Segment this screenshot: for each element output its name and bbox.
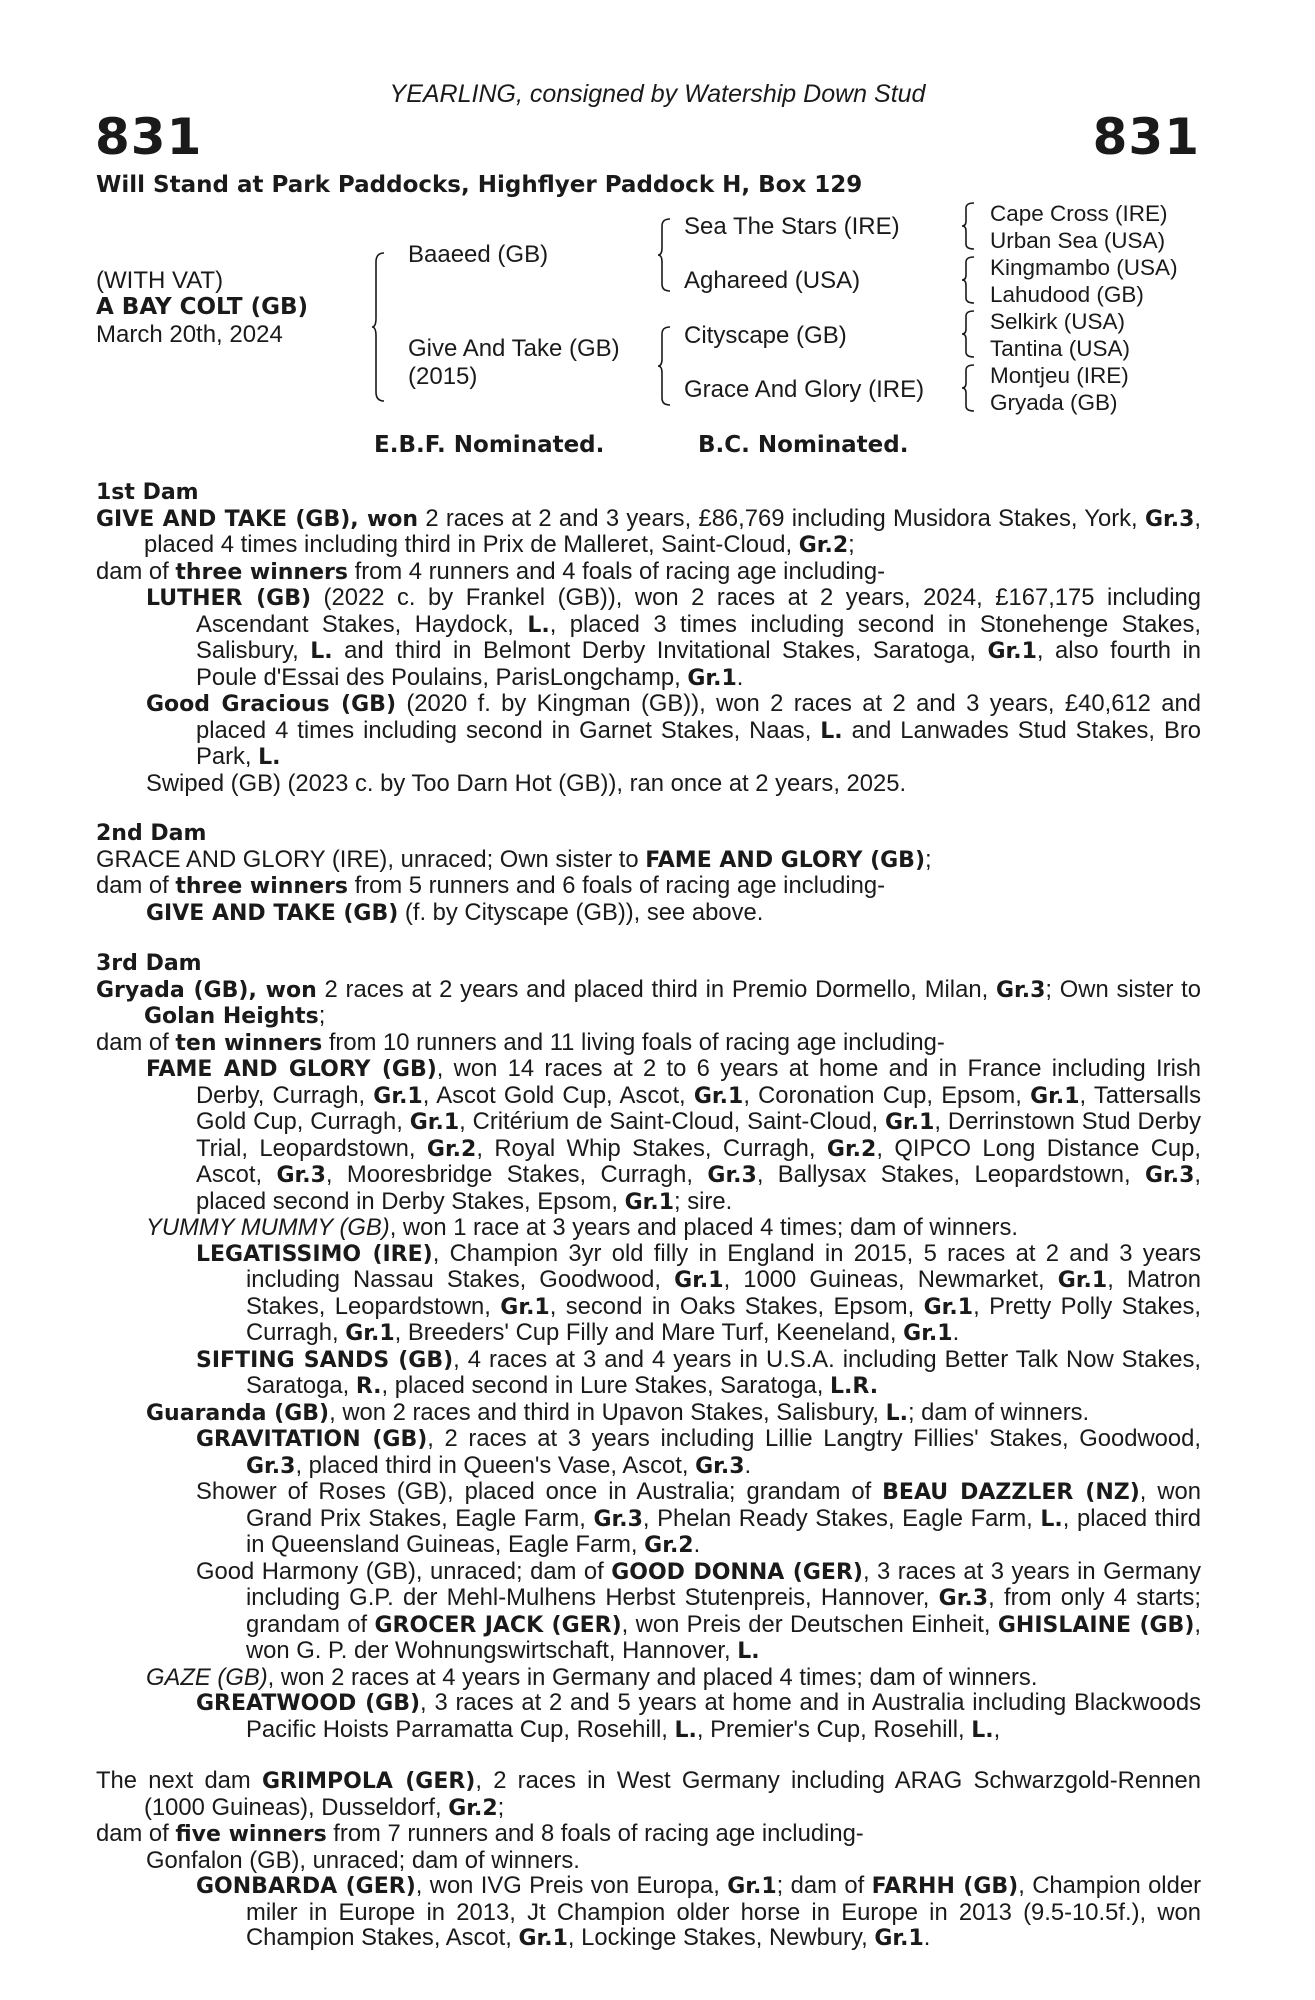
dam-year: (2015) xyxy=(408,363,478,390)
produce-entry: YUMMY MUMMY (GB), won 1 race at 3 years and placed 4 times; dam of winners. xyxy=(146,1214,1018,1241)
consignor-line: YEARLING, consigned by Watership Down Stud xyxy=(389,80,926,108)
g3-ancestor: Tantina (USA) xyxy=(990,336,1131,361)
bc-nomination: B.C. Nominated. xyxy=(698,432,909,458)
pedigree-brace-dam xyxy=(658,326,670,406)
second-dam-heading: 2nd Dam xyxy=(96,821,207,846)
grandproduce-entry: Shower of Roses (GB), placed once in Australia; grandam of BEAU DAZZLER (NZ), won Grand Prix Stakes, Eagle Farm, Gr.3, Phelan Ready Stakes, Eagle Farm, L., placed third in Queensland Guineas, Eagle Farm, Gr.2. xyxy=(196,1478,1202,1558)
grandproduce-entry: GREATWOOD (GB), 3 races at 2 and 5 years at home and in Australia including Blackwoods Pacific Hoists Parramatta Cup, Rosehill, L., Premier's Cup, Rosehill, L., xyxy=(196,1689,1201,1743)
ebf-nomination: E.B.F. Nominated. xyxy=(374,432,605,458)
grandproduce-entry: GONBARDA (GER), won IVG Preis von Europa, Gr.1; dam of FARHH (GB), Champion older miler in Europe in 2013, Jt Champion older horse in Europe in 2013 (9.5-10.5f.), won Champion Stakes, Ascot, Gr.1, Lockinge Stakes, Newbury, Gr.1. xyxy=(196,1872,1201,1951)
second-dam-record: GRACE AND GLORY (IRE), unraced; Own sister to FAME AND GLORY (GB); xyxy=(96,845,932,873)
g3-ancestor: Kingmambo (USA) xyxy=(990,255,1178,280)
stand-location: Will Stand at Park Paddocks, Highflyer Paddock H, Box 129 xyxy=(96,172,863,198)
lot-number-right: 831 xyxy=(1092,108,1200,166)
produce-entry: GIVE AND TAKE (GB) (f. by Cityscape (GB)), see above. xyxy=(146,898,764,926)
g3-ancestor: Lahudood (GB) xyxy=(990,282,1144,307)
pedigree-brace-g3-2 xyxy=(962,256,974,304)
produce-entry: Gonfalon (GB), unraced; dam of winners. xyxy=(146,1846,580,1874)
g3-ancestor: Cape Cross (IRE) xyxy=(990,201,1168,226)
produce-entry: Good Gracious (GB) (2020 f. by Kingman (GB)), won 2 races at 2 and 3 years, £40,612 and placed 4 times including second in Garnet Stakes, Naas, L. and Lanwades Stud Stakes, Bro Park, L. xyxy=(146,690,1201,770)
produce-entry: LUTHER (GB) (2022 c. by Frankel (GB)), won 2 races at 2 years, 2024, £167,175 including Ascendant Stakes, Haydock, L., placed 3 times including second in Stonehenge Stakes, Salisbury, L. and third in Belmont Derby Invitational Stakes, Saratoga, Gr.1, also fourth in Poule d'Essai des Poulains, ParisLongchamp, Gr.1. xyxy=(146,584,1201,691)
dam-dam-name: Grace And Glory (IRE) xyxy=(684,376,925,403)
third-dam-heading: 3rd Dam xyxy=(96,951,202,976)
grandproduce-entry: LEGATISSIMO (IRE), Champion 3yr old filly in England in 2015, 5 races at 2 and 3 years including Nassau Stakes, Goodwood, Gr.1, 1000 Guineas, Newmarket, Gr.1, Matron Stakes, Leopardstown, Gr.1, second in Oaks Stakes, Epsom, Gr.1, Pretty Polly Stakes, Curragh, Gr.1, Breeders' Cup Filly and Mare Turf, Keeneland, Gr.1. xyxy=(196,1239,1201,1346)
g3-ancestor: Urban Sea (USA) xyxy=(990,228,1166,253)
dam-name: Give And Take (GB) xyxy=(408,335,620,362)
second-dam-produce-summary: dam of three winners from 5 runners and 6 foals of racing age including- xyxy=(96,872,886,899)
horse-dob: March 20th, 2024 xyxy=(96,321,283,348)
produce-entry: Swiped (GB) (2023 c. by Too Darn Hot (GB)), ran once at 2 years, 2025. xyxy=(146,769,907,797)
dam-sire-name: Cityscape (GB) xyxy=(684,322,847,349)
lot-number-left: 831 xyxy=(95,108,203,166)
pedigree-brace-main xyxy=(372,252,384,402)
third-dam-record: Gryada (GB), won 2 races at 2 years and placed third in Premio Dormello, Milan, Gr.3; Own sister to Golan Heights; xyxy=(96,975,1202,1029)
pedigree-brace-g3-1 xyxy=(962,202,974,250)
g3-ancestor: Gryada (GB) xyxy=(990,390,1118,415)
pedigree-brace-g3-3 xyxy=(962,310,974,358)
next-dam-produce-summary: dam of five winners from 7 runners and 8 foals of racing age including- xyxy=(96,1820,864,1847)
produce-entry: Guaranda (GB), won 2 races and third in Upavon Stakes, Salisbury, L.; dam of winners. xyxy=(146,1398,1090,1426)
first-dam-record: GIVE AND TAKE (GB), won 2 races at 2 and 3 years, £86,769 including Musidora Stakes, York, Gr.3, placed 4 times including third in Prix de Malleret, Saint-Cloud, Gr.2; xyxy=(96,504,1201,558)
family-details xyxy=(96,480,1201,1952)
g3-ancestor: Selkirk (USA) xyxy=(990,309,1126,334)
sire-sire-name: Sea The Stars (IRE) xyxy=(684,213,900,240)
produce-entry: GAZE (GB), won 2 races at 4 years in Germany and placed 4 times; dam of winners. xyxy=(146,1663,1038,1691)
produce-entry: FAME AND GLORY (GB), won 14 races at 2 to 6 years at home and in France including Irish Derby, Curragh, Gr.1, Ascot Gold Cup, Ascot, Gr.1, Coronation Cup, Epsom, Gr.1, Tattersalls Gold Cup, Curragh, Gr.1, Critérium de Saint-Cloud, Saint-Cloud, Gr.1, Derrinstown Stud Derby Trial, Leopardstown, Gr.2, Royal Whip Stakes, Curragh, Gr.2, QIPCO Long Distance Cup, Ascot, Gr.3, Mooresbridge Stakes, Curragh, Gr.3, Ballysax Stakes, Leopardstown, Gr.3, placed second in Derby Stakes, Epsom, Gr.1; sire. xyxy=(146,1055,1202,1215)
vat-note: (WITH VAT) xyxy=(96,267,224,294)
next-dam-record: The next dam GRIMPOLA (GER), 2 races in West Germany including ARAG Schwarzgold-Rennen (1000 Guineas), Dusseldorf, Gr.2; xyxy=(96,1767,1201,1821)
grandproduce-entry: SIFTING SANDS (GB), 4 races at 3 and 4 years in U.S.A. including Better Talk Now Stakes, Saratoga, R., placed second in Lure Stakes, Saratoga, L.R. xyxy=(196,1345,1201,1399)
third-dam-produce-summary: dam of ten winners from 10 runners and 11 living foals of racing age including- xyxy=(96,1028,945,1056)
sire-dam-name: Aghareed (USA) xyxy=(684,267,861,294)
pedigree-brace-g3-4 xyxy=(962,364,974,412)
g3-ancestor: Montjeu (IRE) xyxy=(990,363,1129,388)
first-dam-produce-summary: dam of three winners from 4 runners and 4 foals of racing age including- xyxy=(96,557,886,585)
horse-name: A BAY COLT (GB) xyxy=(96,294,309,320)
pedigree-brace-sire xyxy=(658,218,670,292)
grandproduce-entry: GRAVITATION (GB), 2 races at 3 years including Lillie Langtry Fillies' Stakes, Goodwood, Gr.3, placed third in Queen's Vase, Ascot, Gr.3. xyxy=(196,1425,1201,1479)
first-dam-heading: 1st Dam xyxy=(96,480,199,505)
grandproduce-entry: Good Harmony (GB), unraced; dam of GOOD DONNA (GER), 3 races at 3 years in Germany including G.P. der Mehl-Mulhens Herbst Stutenpreis, Hannover, Gr.3, from only 4 starts; grandam of GROCER JACK (GER), won Preis der Deutschen Einheit, GHISLAINE (GB), won G. P. der Wohnungswirtschaft, Hannover, L. xyxy=(196,1557,1201,1664)
sire-name: Baaeed (GB) xyxy=(408,241,549,268)
